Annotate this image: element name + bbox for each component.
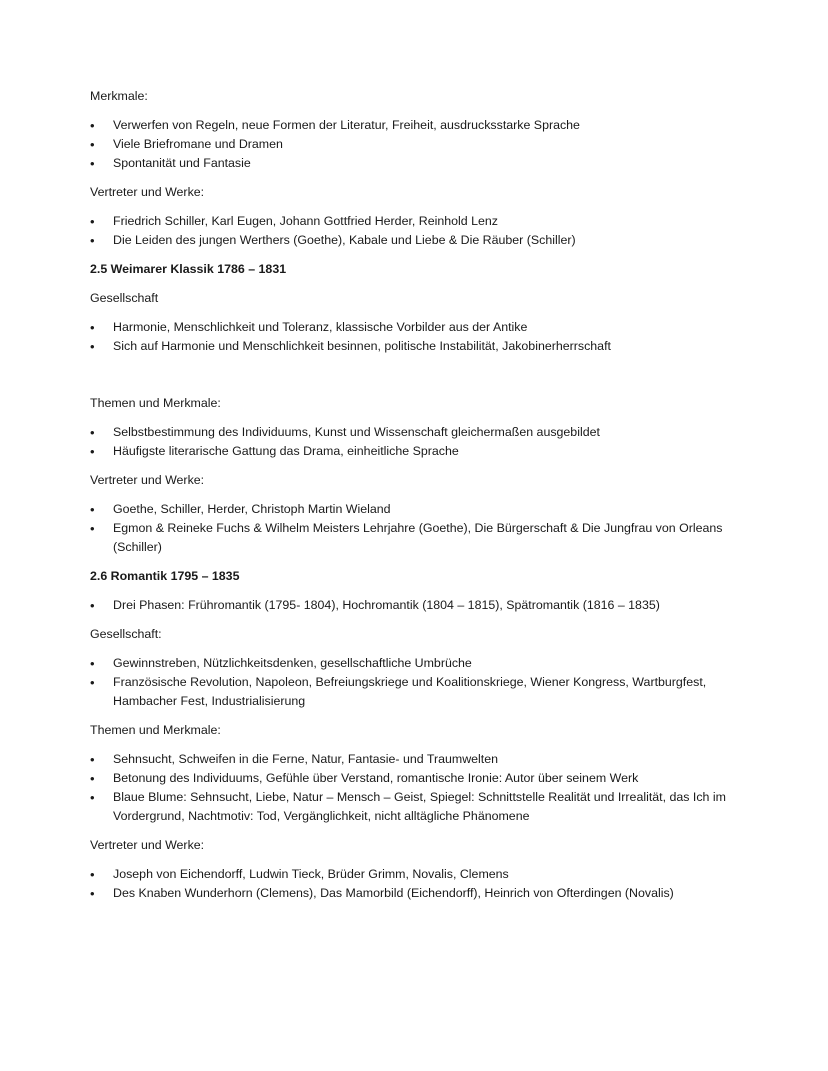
list-item-text: Harmonie, Menschlichkeit und Toleranz, klassische Vorbilder aus der Antike <box>113 320 528 334</box>
bullet-icon: • <box>90 339 95 354</box>
section-label: Gesellschaft: <box>90 627 162 641</box>
bullet-list <box>90 654 730 711</box>
bullet-list <box>90 750 730 826</box>
list-item <box>90 596 730 615</box>
bullet-icon: • <box>90 886 95 901</box>
section-heading: 2.5 Weimarer Klassik 1786 – 1831 <box>90 262 287 276</box>
list-item <box>90 135 730 154</box>
list-item-text: Blaue Blume: Sehnsucht, Liebe, Natur – Mensch – Geist, Spiegel: Schnittstelle Realität und Irrealität, das Ich im Vordergrund, Nachtmotiv: Tod, Vergänglichkeit, nicht alltägliche Phänomene <box>113 790 726 823</box>
list-item-text: Selbstbestimmung des Individuums, Kunst und Wissenschaft gleichermaßen ausgebildet <box>113 425 600 439</box>
bullet-icon: • <box>90 233 95 248</box>
list-item-text: Betonung des Individuums, Gefühle über Verstand, romantische Ironie: Autor über seinem Werk <box>113 771 639 785</box>
section-label: Vertreter und Werke: <box>90 185 205 199</box>
list-item-text: Sich auf Harmonie und Menschlichkeit besinnen, politische Instabilität, Jakobinerherrschaft <box>113 339 611 353</box>
section-label: Vertreter und Werke: <box>90 838 205 852</box>
list-item-text: Häufigste literarische Gattung das Drama, einheitliche Sprache <box>113 444 459 458</box>
list-item <box>90 750 730 769</box>
list-item <box>90 519 730 557</box>
list-item-text: Sehnsucht, Schweifen in die Ferne, Natur, Fantasie- und Traumwelten <box>113 752 499 766</box>
bullet-icon: • <box>90 598 95 613</box>
bullet-icon: • <box>90 675 95 690</box>
blank-space <box>90 366 730 394</box>
list-item <box>90 231 730 250</box>
bullet-list <box>90 596 730 615</box>
list-item-text: Goethe, Schiller, Herder, Christoph Martin Wieland <box>113 502 391 516</box>
bullet-icon: • <box>90 320 95 335</box>
document-page <box>90 87 730 913</box>
bullet-icon: • <box>90 790 95 805</box>
bullet-icon: • <box>90 502 95 517</box>
list-item <box>90 500 730 519</box>
list-item <box>90 318 730 337</box>
section-heading: 2.6 Romantik 1795 – 1835 <box>90 569 240 583</box>
list-item <box>90 154 730 173</box>
list-item <box>90 788 730 826</box>
bullet-icon: • <box>90 771 95 786</box>
bullet-icon: • <box>90 425 95 440</box>
list-item-text: Französische Revolution, Napoleon, Befreiungskriege und Koalitionskriege, Wiener Kongress, Wartburgfest, Hambacher Fest, Industrialisierung <box>113 675 707 708</box>
list-item <box>90 884 730 903</box>
list-item <box>90 337 730 356</box>
list-item-text: Des Knaben Wunderhorn (Clemens), Das Mamorbild (Eichendorff), Heinrich von Ofterdingen (Novalis) <box>113 886 674 900</box>
bullet-icon: • <box>90 656 95 671</box>
list-item-text: Drei Phasen: Frühromantik (1795- 1804), Hochromantik (1804 – 1815), Spätromantik (1816 – 1835) <box>113 598 660 612</box>
list-item <box>90 654 730 673</box>
section-label: Themen und Merkmale: <box>90 396 221 410</box>
list-item <box>90 116 730 135</box>
bullet-icon: • <box>90 214 95 229</box>
bullet-icon: • <box>90 444 95 459</box>
list-item-text: Gewinnstreben, Nützlichkeitsdenken, gesellschaftliche Umbrüche <box>113 656 472 670</box>
list-item-text: Die Leiden des jungen Werthers (Goethe), Kabale und Liebe & Die Räuber (Schiller) <box>113 233 576 247</box>
section-label: Merkmale: <box>90 89 148 103</box>
bullet-list <box>90 423 730 461</box>
section-label: Gesellschaft <box>90 291 159 305</box>
list-item-text: Viele Briefromane und Dramen <box>113 137 283 151</box>
list-item-text: Friedrich Schiller, Karl Eugen, Johann Gottfried Herder, Reinhold Lenz <box>113 214 499 228</box>
list-item-text: Verwerfen von Regeln, neue Formen der Literatur, Freiheit, ausdrucksstarke Sprache <box>113 118 580 132</box>
list-item <box>90 212 730 231</box>
section-label: Themen und Merkmale: <box>90 723 221 737</box>
bullet-icon: • <box>90 521 95 536</box>
list-item <box>90 769 730 788</box>
bullet-icon: • <box>90 752 95 767</box>
list-item <box>90 442 730 461</box>
list-item <box>90 865 730 884</box>
list-item <box>90 673 730 711</box>
section-label: Vertreter und Werke: <box>90 473 205 487</box>
bullet-icon: • <box>90 118 95 133</box>
list-item <box>90 423 730 442</box>
bullet-list <box>90 116 730 173</box>
list-item-text: Spontanität und Fantasie <box>113 156 251 170</box>
list-item-text: Egmon & Reineke Fuchs & Wilhelm Meisters Lehrjahre (Goethe), Die Bürgerschaft & Die Jungfrau von Orleans (Schiller) <box>113 521 723 554</box>
list-item-text: Joseph von Eichendorff, Ludwin Tieck, Brüder Grimm, Novalis, Clemens <box>113 867 509 881</box>
bullet-list <box>90 212 730 250</box>
bullet-icon: • <box>90 867 95 882</box>
bullet-list <box>90 318 730 356</box>
bullet-icon: • <box>90 156 95 171</box>
bullet-icon: • <box>90 137 95 152</box>
bullet-list <box>90 865 730 903</box>
bullet-list <box>90 500 730 557</box>
